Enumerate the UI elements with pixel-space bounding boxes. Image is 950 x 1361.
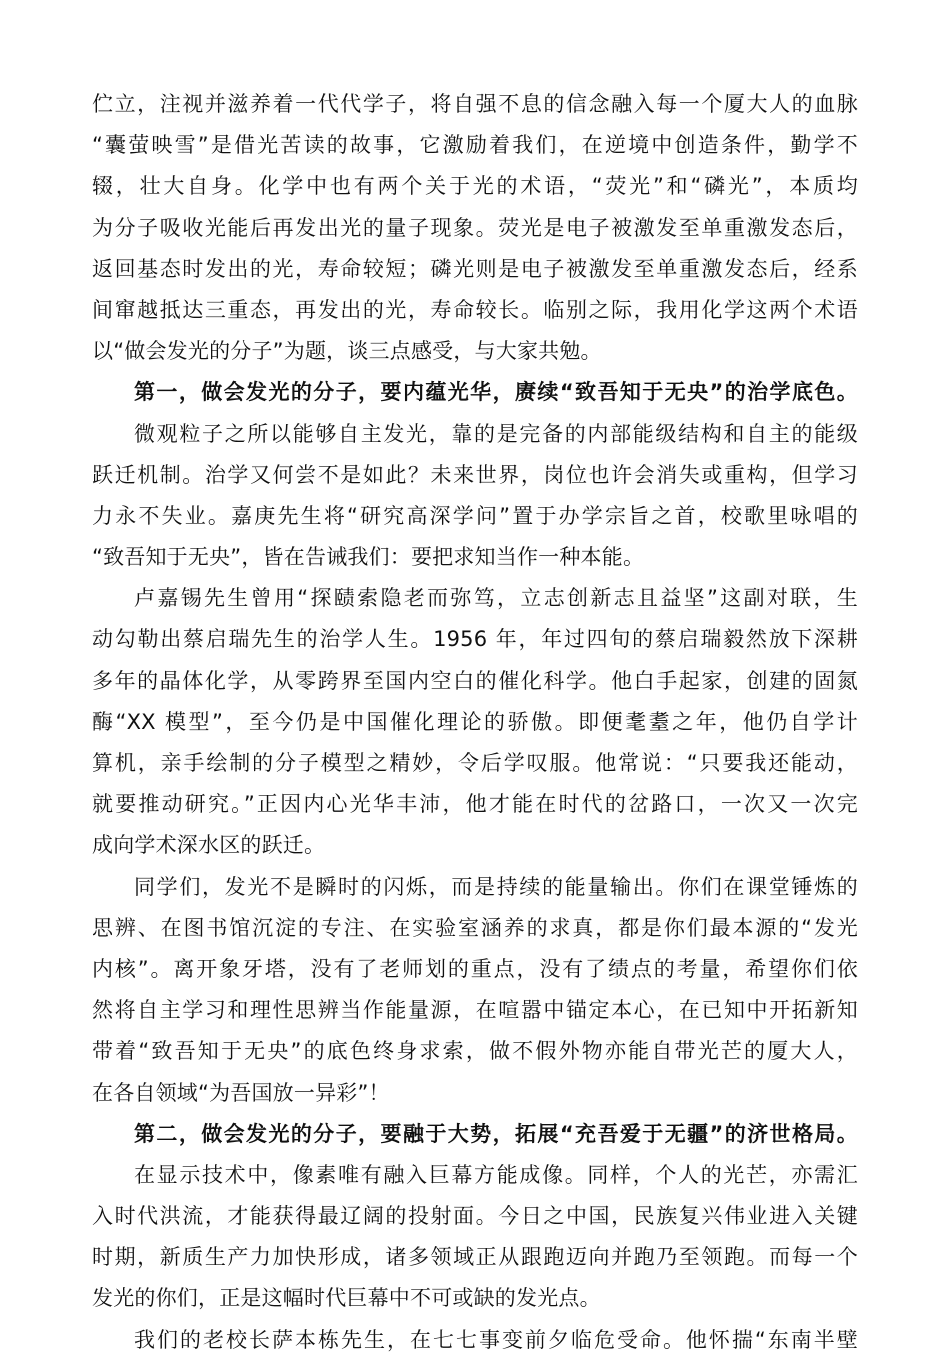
body-text-line: 思辨、在图书馆沉淀的专注、在实验室涵养的求真，都是你们最本源的“发光 bbox=[92, 915, 858, 940]
body-text-line: 内核”。离开象牙塔，没有了老师划的重点，没有了绩点的考量，希望你们依 bbox=[92, 956, 858, 981]
body-text-line: 力永不失业。嘉庚先生将“研究高深学问”置于办学宗旨之首，校歌里咏唱的 bbox=[92, 503, 858, 528]
body-text-line: 在显示技术中，像素唯有融入巨幕方能成像。同样，个人的光芒，亦需汇 bbox=[134, 1162, 858, 1187]
body-text-line: 跃迁机制。治学又何尝不是如此？未来世界，岗位也许会消失或重构，但学习 bbox=[92, 462, 858, 487]
body-text-line: 动勾勒出蔡启瑞先生的治学人生。1956 年，年过四旬的蔡启瑞毅然放下深耕 bbox=[92, 627, 858, 652]
body-text-line: 发光的你们，正是这幅时代巨幕中不可或缺的发光点。 bbox=[92, 1286, 601, 1311]
document-page bbox=[92, 84, 858, 1361]
body-text-line: 多年的晶体化学，从零跨界至国内空白的催化科学。他白手起家，创建的固氮 bbox=[92, 668, 858, 693]
body-text-line: “致吾知于无央”，皆在告诫我们：要把求知当作一种本能。 bbox=[92, 545, 645, 570]
body-text-line: 成向学术深水区的跃迁。 bbox=[92, 833, 326, 858]
body-text-line: 然将自主学习和理性思辨当作能量源，在喧嚣中锚定本心，在已知中开拓新知 bbox=[92, 998, 858, 1023]
body-text-line: 以“做会发光的分子”为题，谈三点感受，与大家共勉。 bbox=[92, 339, 602, 364]
body-text-line: 间窜越抵达三重态，再发出的光，寿命较长。临别之际，我用化学这两个术语 bbox=[92, 297, 858, 322]
body-text-line: 伫立，注视并滋养着一代代学子，将自强不息的信念融入每一个厦大人的血脉 bbox=[92, 92, 858, 116]
body-text-line: 同学们，发光不是瞬时的闪烁，而是持续的能量输出。你们在课堂锤炼的 bbox=[134, 874, 858, 899]
section-heading-line: 第二，做会发光的分子，要融于大势，拓展“充吾爱于无疆”的济世格局。 bbox=[134, 1121, 858, 1146]
body-text-line: 辍，壮大自身。化学中也有两个关于光的术语，“荧光”和“磷光”，本质均 bbox=[92, 174, 858, 199]
body-text-line: 我们的老校长萨本栋先生，在七七事变前夕临危受命。他怀揣“东南半壁 bbox=[134, 1327, 858, 1352]
section-heading-line: 第一，做会发光的分子，要内蕴光华，赓续“致吾知于无央”的治学底色。 bbox=[134, 380, 858, 405]
body-text-line: 卢嘉锡先生曾用“探赜索隐老而弥笃，立志创新志且益坚”这副对联，生 bbox=[134, 586, 858, 611]
body-text-line: 微观粒子之所以能够自主发光，靠的是完备的内部能级结构和自主的能级 bbox=[134, 421, 858, 446]
body-text-line: 返回基态时发出的光，寿命较短；磷光则是电子被激发至单重激发态后，经系 bbox=[92, 256, 858, 281]
body-text-line: 入时代洪流，才能获得最辽阔的投射面。今日之中国，民族复兴伟业进入关键 bbox=[92, 1204, 858, 1229]
body-text-line: 时期，新质生产力加快形成，诸多领域正从跟跑迈向并跑乃至领跑。而每一个 bbox=[92, 1245, 858, 1270]
body-text-line: 就要推动研究。”正因内心光华丰沛，他才能在时代的岔路口，一次又一次完 bbox=[92, 792, 858, 817]
body-text-line: “囊萤映雪”是借光苦读的故事，它激励着我们，在逆境中创造条件，勤学不 bbox=[92, 133, 858, 158]
body-text-line: 酶“XX 模型”，至今仍是中国催化理论的骄傲。即便耄耋之年，他仍自学计 bbox=[92, 709, 858, 734]
body-text-line: 在各自领域“为吾国放一异彩”！ bbox=[92, 1080, 390, 1105]
body-text-line: 带着“致吾知于无央”的底色终身求索，做不假外物亦能自带光芒的厦大人， bbox=[92, 1039, 858, 1064]
body-text-line: 算机，亲手绘制的分子模型之精妙，令后学叹服。他常说：“只要我还能动， bbox=[92, 751, 858, 775]
body-text-line: 为分子吸收光能后再发出光的量子现象。荧光是电子被激发至单重激发态后， bbox=[92, 215, 858, 240]
